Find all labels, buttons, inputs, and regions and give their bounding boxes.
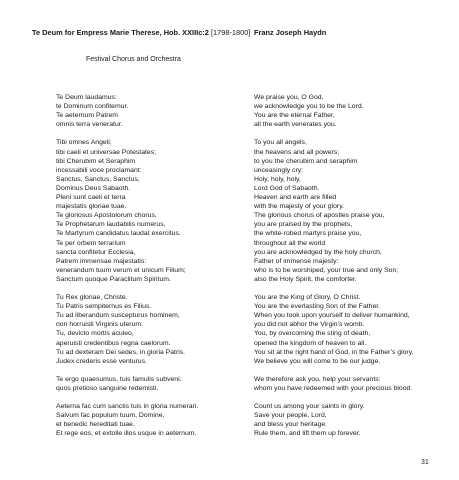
english-line: also the Holy Spirit, the comforter. <box>254 275 357 283</box>
latin-line: Tu Patris sempiternus es Filius. <box>56 303 152 311</box>
composer-name: Franz Joseph Haydn <box>254 28 327 37</box>
english-line: Father of immense majesty: <box>254 257 339 265</box>
latin-line: aperuisti credentibus regna caelorum. <box>56 339 171 347</box>
english-translation-column <box>254 93 454 448</box>
latin-line: tibi Cherubim et Seraphim <box>56 157 136 165</box>
latin-line: tibi caeli et universae Potestates; <box>56 148 157 156</box>
english-stanza <box>254 93 454 129</box>
page-number: 31 <box>421 459 429 466</box>
latin-line: Tu ad liberandum suscepturus hominem, <box>56 312 180 320</box>
english-stanza <box>254 293 454 366</box>
latin-line: Et rege eos, et extolle illos usque in aeternum. <box>56 430 197 438</box>
latin-line: Tibi omnes Angeli; <box>56 139 112 147</box>
latin-stanza <box>56 375 246 393</box>
work-title: Te Deum for Empress Marie Therese, Hob. XXIIIc:2 <box>32 28 209 37</box>
latin-line: Salvum fac populum tuum, Domine, <box>56 412 165 420</box>
latin-line: Aeterna fac cum sanctis tuis in gloria numerari. <box>56 403 199 411</box>
latin-line: Sanctus, Sanctus, Sanctus, <box>56 175 140 183</box>
english-line: who is to be worshiped, your true and only Son; <box>254 266 399 274</box>
latin-line: Te aeternum Patrem <box>56 112 119 120</box>
latin-line: Te ergo quaesumus, tuis famulis subveni: <box>56 375 182 383</box>
english-line: opened the kingdom of heaven to all. <box>254 339 367 347</box>
latin-line: et benedic hereditati tuae. <box>56 421 135 429</box>
english-line: we acknowledge you to be the Lord. <box>254 103 364 111</box>
performer-subtitle: Festival Chorus and Orchestra <box>86 56 181 63</box>
latin-line: non horruisti Virginis uterum. <box>56 321 143 329</box>
english-line: Rule them, and lift them up forever. <box>254 430 361 438</box>
english-line: you are acknowledged by the holy church, <box>254 248 382 256</box>
latin-line: Sanctum quoque Paraclitum Spiritum. <box>56 275 171 283</box>
latin-line: Tu ad dexteram Dei sedes, in gloria Patris. <box>56 348 186 356</box>
latin-stanza <box>56 402 246 438</box>
english-line: Holy, holy, holy, <box>254 175 301 183</box>
english-line: When you took upon yourself to deliver humankind, <box>254 312 410 320</box>
english-line: with the majesty of your glory. <box>254 203 345 211</box>
latin-stanza <box>56 93 246 129</box>
latin-line: venerandum tuum verum et unicum Filium; <box>56 266 186 274</box>
latin-line: Pleni sunt caeli et terra <box>56 194 126 202</box>
latin-line: omnis terra veneratur. <box>56 121 123 129</box>
english-line: whom you have redeemed with your precious blood. <box>254 385 413 392</box>
english-line: You are the everlasting Son of the Father. <box>254 303 381 311</box>
latin-line: Te Deum laudamus: <box>56 94 117 101</box>
english-line: Lord God of Sabaoth. <box>254 184 320 192</box>
english-line: You, by overcoming the sting of death, <box>254 330 371 338</box>
english-line: throughout all the world <box>254 239 326 247</box>
english-line: Save your people, Lord, <box>254 412 327 420</box>
english-line: Heaven and earth are filled <box>254 194 337 202</box>
english-line: To you all angels, <box>254 139 307 147</box>
english-line: Count us among your saints in glory. <box>254 403 365 411</box>
english-line: You sit at the right hand of God, in the Father’s glory. <box>254 348 414 356</box>
english-line: the white-robed martyrs praise you, <box>254 230 362 238</box>
english-line: You are the eternal Father, <box>254 112 335 120</box>
latin-line: Tu Rex gloriae, Christe. <box>56 294 128 302</box>
latin-line: Te Martyrum candidatus laudat exercitus. <box>56 230 181 238</box>
latin-line: Te gloriosus Apostolorum chorus, <box>56 212 157 220</box>
latin-line: Dominus Deus Sabaoth. <box>56 184 131 192</box>
latin-line: te Dominum confitemur. <box>56 103 129 111</box>
english-line: to you the cherubim and seraphim <box>254 157 358 165</box>
english-line: all the earth venerates you. <box>254 121 337 129</box>
english-line: We praise you, O God, <box>254 94 324 101</box>
latin-stanza <box>56 138 246 284</box>
latin-line: Te per orbem terrarium <box>56 239 126 247</box>
latin-line: Judex crederis esse venturus. <box>56 357 147 365</box>
latin-text-column <box>56 93 246 448</box>
latin-line: incessabili voce proclamant: <box>56 166 142 174</box>
latin-line: Tu, devicto mortis aculeo, <box>56 330 134 338</box>
english-line: unceasingly cry: <box>254 166 304 174</box>
latin-line: Patrem immensae majestatis: <box>56 257 147 265</box>
english-stanza <box>254 375 454 393</box>
english-line: You are the King of Glory, O Christ. <box>254 294 361 302</box>
latin-line: sancta confitetur Ecclesia, <box>56 248 136 256</box>
english-line: The glorious chorus of apostles praise you, <box>254 212 385 220</box>
english-line: and bless your heritage. <box>254 421 328 429</box>
work-dates: [1798-1800] <box>210 28 251 37</box>
english-line: We believe you will come to be our judge. <box>254 357 381 365</box>
latin-stanza <box>56 293 246 366</box>
english-line: you did not abhor the Virgin’s womb. <box>254 321 365 329</box>
latin-line: quos pretioso sanguine redemisti. <box>56 385 159 392</box>
work-title-header <box>32 28 250 37</box>
english-line: We therefore ask you, help your servants: <box>254 375 381 383</box>
english-line: you are praised by the prophets, <box>254 221 353 229</box>
english-stanza <box>254 402 454 438</box>
english-line: the heavens and all powers; <box>254 148 340 156</box>
english-stanza <box>254 138 454 284</box>
latin-line: Te Prophetarum laudabilis numerus, <box>56 221 166 229</box>
latin-line: majestatis gloriae tuae. <box>56 203 127 211</box>
